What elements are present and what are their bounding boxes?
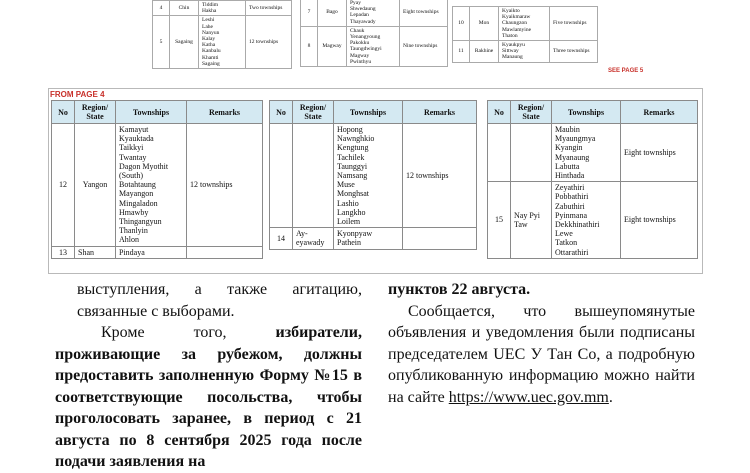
townships-cell: Tiddim Hakha (199, 1, 246, 16)
table-row: 5 Sagaing Leshi Lahe Nanyun Kalay Katha Kanbalu Khamti Sagaing 12 townships (153, 16, 292, 69)
table-row: 12 Yangon Kamayut Kyauktada Taikkyi Twantay Dagon Myothit (South) Botahtaung Mayangon Mingaladon Hmawby Thingangyun Thanlyin Ahlon 12 townships (52, 124, 263, 247)
townships-cell: Kyaikto Kyaikmaraw Chaungzon Mawlamyine Thaton (499, 7, 550, 41)
top-table-left (152, 0, 292, 69)
table-row: Hopong Nawnghkio Kengtung Tachilek Taunggyi Namsang Muse Monghsat Lashio Langkho Loilem 12 townships (270, 124, 477, 228)
article-right-column (388, 279, 695, 408)
townships-cell: Leshi Lahe Nanyun Kalay Katha Kanbalu Khamti Sagaing (199, 16, 246, 69)
table-header-row: No Region/ State Townships Remarks (270, 101, 477, 124)
townships-cell: Kyaukpyu Sittway Manaung (499, 41, 550, 63)
paragraph: Кроме того, избиратели, проживающие за рубежом, должны предоставить заполненную Форму №15 в соответствующие посольства, чтобы проголосовать заранее, в период с 21 августа по 8 сентября 2025 года после подачи заявления на (55, 324, 362, 470)
table-row: 14 Ay-eyawady Kyonpyaw Pathein (270, 228, 477, 249)
col-remarks: Remarks (187, 101, 263, 124)
townships-cell: Chauk Yenangyoung Pakokku Taungdwingyi Magway Pwinthyu (347, 26, 400, 66)
from-page-label: FROM PAGE 4 (50, 90, 105, 99)
table-row: 13 Shan Pindaya (52, 246, 263, 258)
col-no: No (52, 101, 75, 124)
townships-cell: Maubin Myaungmya Kyangin Myanaung Labutta Hinthada (552, 124, 621, 182)
townships-cell: Hopong Nawnghkio Kengtung Tachilek Taunggyi Namsang Muse Monghsat Lashio Langkho Loilem (334, 124, 403, 228)
top-table-middle (300, 0, 448, 67)
townships-table-1 (51, 100, 263, 259)
townships-table-3 (487, 100, 698, 259)
townships-table-2 (269, 100, 477, 250)
table-row: 7 Bago Pyay Shwedaung Lepadan Thayawady Eight townships (301, 0, 448, 26)
col-region: Region/ State (75, 101, 116, 124)
townships-cell: Kyonpyaw Pathein (334, 228, 403, 249)
table-header-row (52, 101, 263, 124)
table-row: Maubin Myaungmya Kyangin Myanaung Labutta Hinthada Eight townships (488, 124, 698, 182)
uec-website-link[interactable]: https://www.uec.gov.mm (448, 388, 609, 406)
table-header-row: No Region/ State Townships Remarks (488, 101, 698, 124)
top-table-right (452, 6, 598, 63)
paragraph: Сообщается, что вышеупомянутые объявления и уведомления были подписаны председателем UEC У Тан Со, а подробную опубликованную информацию можно найти на сайте https://www.uec.gov.mm. (388, 302, 695, 406)
col-townships: Townships (116, 101, 187, 124)
article-left-column (55, 279, 362, 473)
see-page-label: SEE PAGE 5 (608, 68, 644, 74)
table-row: 10 Mon Kyaikto Kyaikmaraw Chaungzon Mawlamyine Thaton Five townships (453, 7, 598, 41)
table-row: 15 Nay Pyi Taw Zeyathiri Pobbathiri Zabuthiri Pyinmana Dekkhinathiri Lewe Tatkon Ottarathiri Eight townships (488, 182, 698, 259)
townships-cell: Kamayut Kyauktada Taikkyi Twantay Dagon Myothit (South) Botahtaung Mayangon Mingaladon Hmawby Thingangyun Thanlyin Ahlon (116, 124, 187, 247)
paragraph: пунктов 22 августа. (388, 281, 531, 298)
townships-cell: Zeyathiri Pobbathiri Zabuthiri Pyinmana Dekkhinathiri Lewe Tatkon Ottarathiri (552, 182, 621, 259)
paragraph: выступления, а также агитацию, связанные с выборами. (77, 281, 362, 320)
townships-cell: Pyay Shwedaung Lepadan Thayawady (347, 0, 400, 26)
table-row: 8 Magway Chauk Yenangyoung Pakokku Taungdwingyi Magway Pwinthyu Nine townships (301, 26, 448, 66)
table-row: 11 Rakhine Kyaukpyu Sittway Manaung Three townships (453, 41, 598, 63)
table-row: 4 Chin Tiddim Hakha Two townships (153, 1, 292, 16)
